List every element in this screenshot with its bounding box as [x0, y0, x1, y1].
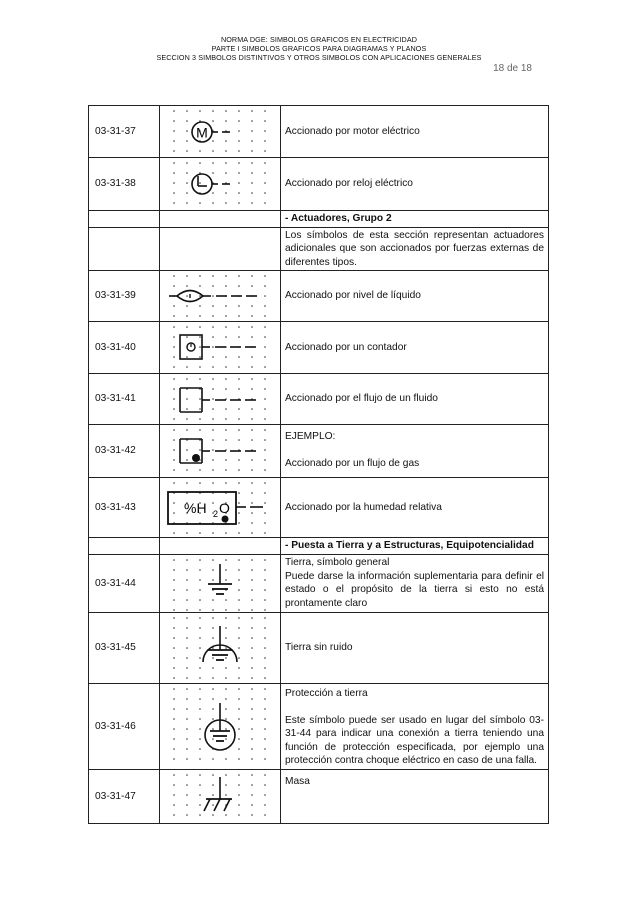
- earth-ground-icon: [160, 555, 281, 613]
- table-row: [89, 158, 549, 211]
- desc-text: Puede darse la información suplementaria para definir el estado o el propósito de la tierra si esto no está prontamente claro: [285, 570, 544, 609]
- desc-text: Masa: [285, 776, 310, 787]
- fluid-flow-symbol: [160, 374, 281, 425]
- dot-grid: [173, 429, 266, 471]
- table-row: [89, 555, 549, 613]
- symbol-code: 03-31-43: [89, 478, 160, 538]
- symbol-description: Tierra sin ruido: [281, 613, 549, 684]
- table-row: [89, 211, 549, 228]
- symbol-description: Accionado por nivel de líquido: [281, 271, 549, 322]
- header-line-1: NORMA DGE: SIMBOLOS GRAFICOS EN ELECTRICIDAD: [220, 35, 418, 44]
- noiseless-earth-icon: [160, 613, 281, 684]
- symbol-code: 03-31-45: [89, 613, 160, 684]
- symbol-code: 03-31-44: [89, 555, 160, 613]
- humidity-o: O: [219, 499, 230, 516]
- symbol-code: 03-31-37: [89, 106, 160, 158]
- section-heading: - Actuadores, Grupo 2: [281, 211, 549, 228]
- table-row: [89, 538, 549, 555]
- table-row: [89, 227, 549, 271]
- counter-symbol: [160, 322, 281, 374]
- symbol-description: [281, 555, 549, 613]
- section-heading: - Puesta a Tierra y a Estructuras, Equipotencialidad: [281, 538, 549, 555]
- symbol-description: Accionado por un contador: [281, 322, 549, 374]
- table-row: [89, 684, 549, 770]
- clock-actuator-symbol: [160, 158, 281, 211]
- symbols-table: [88, 105, 549, 824]
- symbol-code: 03-31-42: [89, 425, 160, 478]
- symbol-description: Accionado por el flujo de un fluido: [281, 374, 549, 425]
- protective-earth-icon: [160, 684, 281, 770]
- symbol-description: Accionado por la humedad relativa: [281, 478, 549, 538]
- table-row: [89, 613, 549, 684]
- table-row: [89, 478, 549, 538]
- humidity-label: %H: [184, 499, 207, 516]
- table-row: [89, 425, 549, 478]
- symbol-code: 03-31-38: [89, 158, 160, 211]
- table-row: [89, 770, 549, 824]
- table-row: [89, 106, 549, 158]
- symbol-code: 03-31-40: [89, 322, 160, 374]
- humidity-subscript: 2: [213, 508, 219, 519]
- humidity-symbol: [160, 478, 281, 538]
- header-line-2: PARTE I SIMBOLOS GRAFICOS PARA DIAGRAMAS Y PLANOS: [211, 44, 427, 53]
- table-row: [89, 271, 549, 322]
- header-line-3: SECCION 3 SIMBOLOS DISTINTIVOS Y OTROS SIMBOLOS CON APLICACIONES GENERALES: [156, 53, 482, 62]
- example-label: EJEMPLO:: [285, 431, 336, 442]
- desc-text: Este símbolo puede ser usado en lugar del símbolo 03-31-44 para indicar una conexión a tierra teniendo una función de protección especificada, por ejemplo una protección contra choque eléctrico en caso de una falla.: [285, 714, 544, 766]
- chassis-ground-icon: [160, 770, 281, 824]
- symbol-code: 03-31-47: [89, 770, 160, 824]
- dot-grid: [173, 162, 266, 204]
- symbol-code: 03-31-41: [89, 374, 160, 425]
- motor-actuator-symbol: [160, 106, 281, 158]
- symbol-description: [281, 425, 549, 478]
- symbol-description: [281, 770, 549, 824]
- gas-flow-symbol: [160, 425, 281, 478]
- desc-title: Tierra, símbolo general: [285, 557, 390, 568]
- table-row: [89, 322, 549, 374]
- liquid-level-symbol: [160, 271, 281, 322]
- dot-grid: [173, 110, 266, 152]
- symbol-description: [281, 684, 549, 770]
- symbol-description: Accionado por motor eléctrico: [281, 106, 549, 158]
- page-number: 18 de 18: [493, 63, 532, 74]
- dot-grid: [173, 378, 266, 420]
- example-text: Accionado por un flujo de gas: [285, 457, 420, 469]
- symbol-code: 03-31-39: [89, 271, 160, 322]
- table-row: [89, 374, 549, 425]
- desc-title: Protección a tierra: [285, 688, 368, 699]
- section-description: Los símbolos de esta sección representan actuadores adicionales que son accionados por fuerzas externas de diferentes tipos.: [281, 227, 549, 271]
- symbol-label: M: [196, 124, 208, 140]
- symbol-code: 03-31-46: [89, 684, 160, 770]
- symbol-description: Accionado por reloj eléctrico: [281, 158, 549, 211]
